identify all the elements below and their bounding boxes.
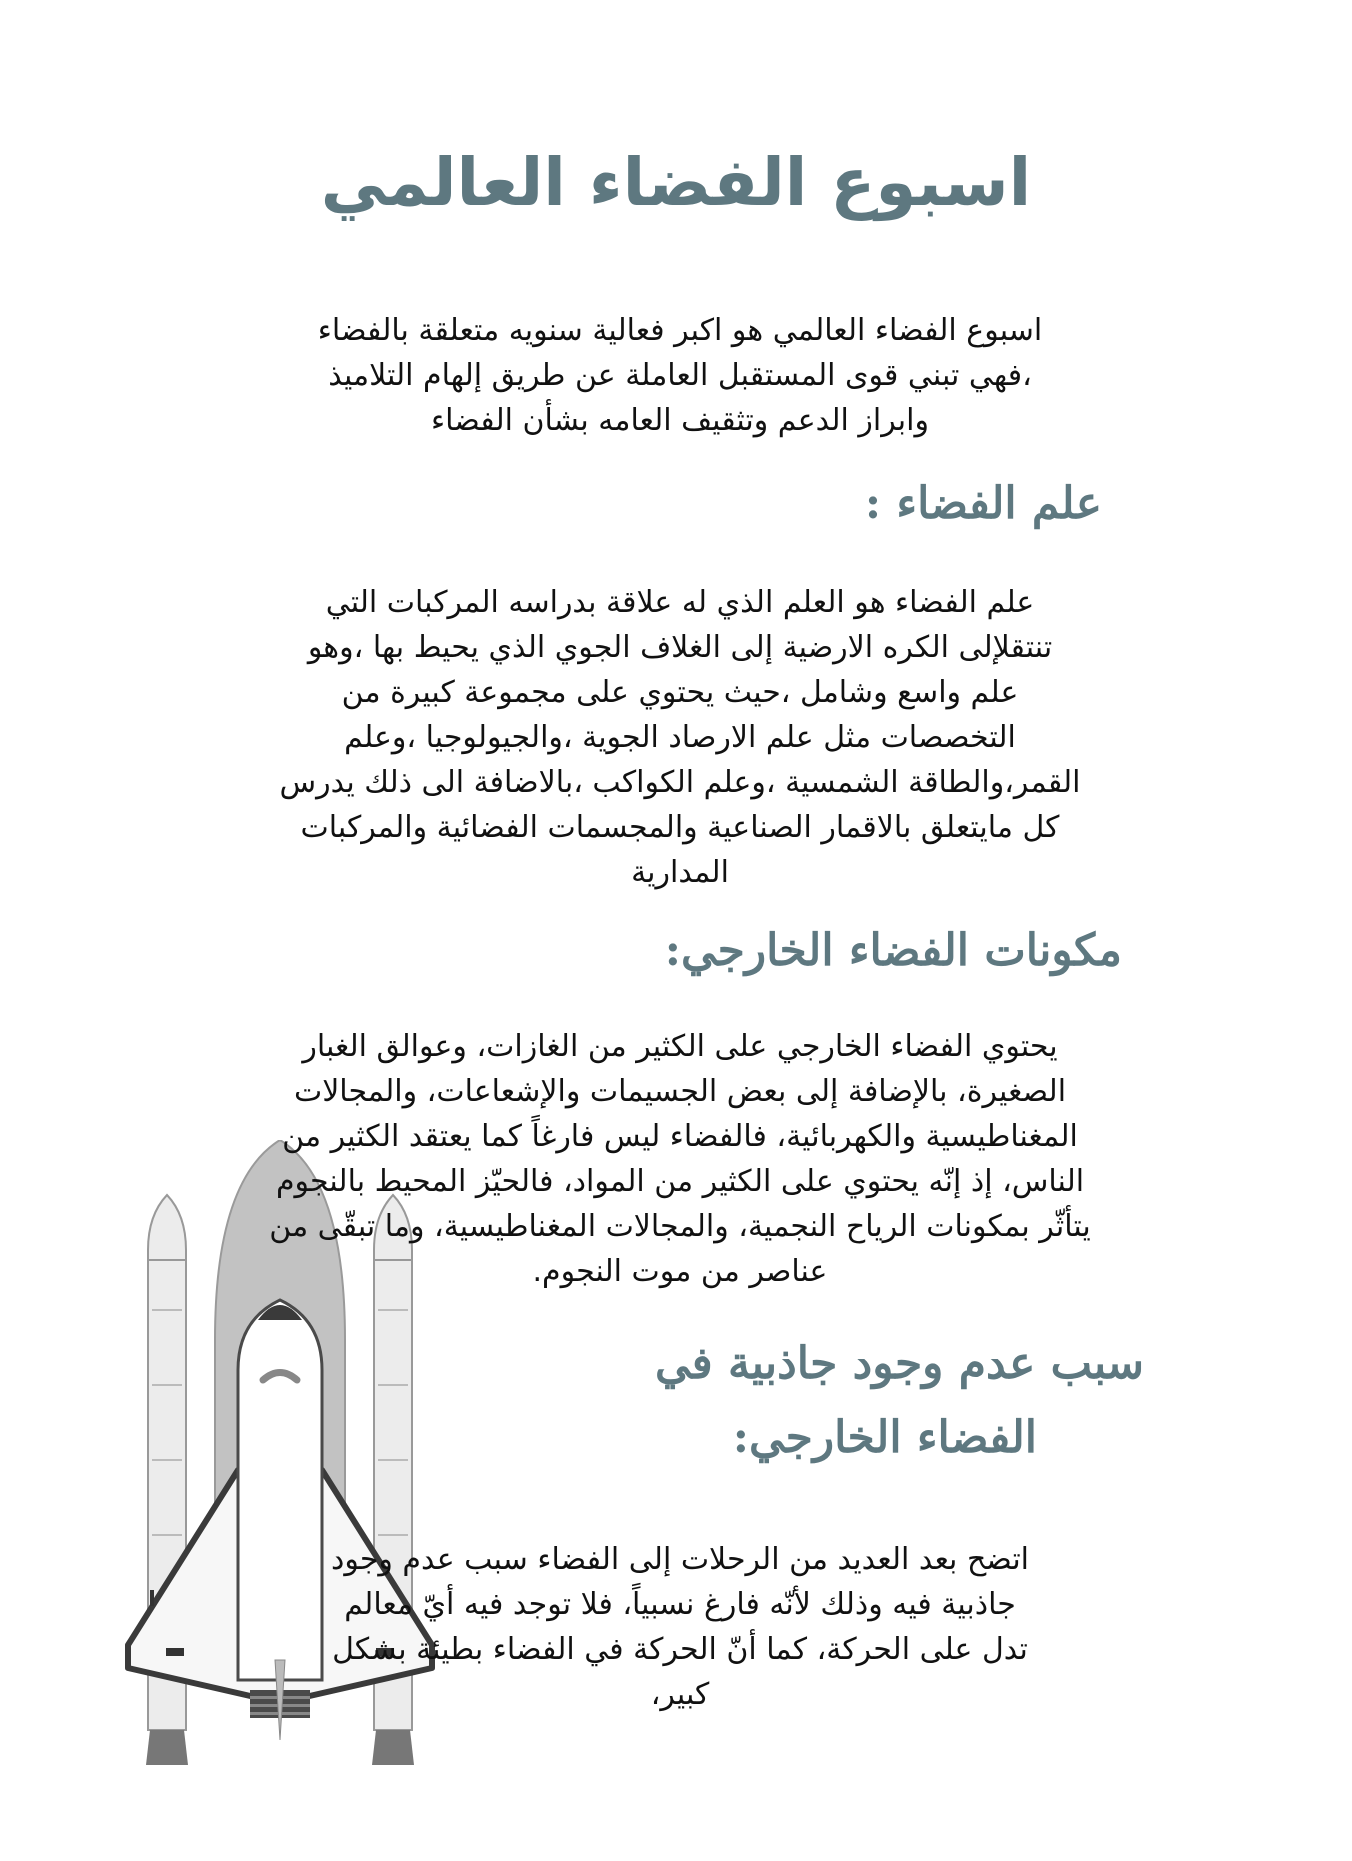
paragraph-line: يتأثّر بمكونات الرياح النجمية، والمجالات المغناطيسية، وما تبقّى من <box>269 1209 1091 1244</box>
paragraph-line: كبير، <box>650 1677 710 1712</box>
paragraph-line: اتضح بعد العديد من الرحلات إلى الفضاء سبب عدم وجود <box>330 1542 1030 1577</box>
paragraph-line: تدل على الحركة، كما أنّ الحركة في الفضاء بطيئة بشكل <box>332 1632 1028 1667</box>
paragraph-line: علم الفضاء هو العلم الذي له علاقة بدراسه المركبات التي <box>325 585 1035 620</box>
paragraph-line: القمر،والطاقة الشمسية ،وعلم الكواكب ،بالاضافة الى ذلك يدرس <box>279 765 1081 800</box>
section-heading-space-science: علم الفضاء : <box>864 478 1102 529</box>
page-title: اسبوع الفضاء العالمي <box>320 144 1032 221</box>
section-heading-outer-space-components: مكونات الفضاء الخارجي: <box>664 925 1122 976</box>
paragraph-line: وابراز الدعم وتثقيف العامه بشأن الفضاء <box>431 403 929 438</box>
no-gravity-paragraph <box>200 1537 1160 1717</box>
paragraph-line: الصغيرة، بالإضافة إلى بعض الجسيمات والإشعاعات، والمجالات <box>293 1074 1067 1109</box>
paragraph-line: الناس، إذ إنّه يحتوي على الكثير من المواد، فالحيّز المحيط بالنجوم <box>275 1164 1085 1199</box>
paragraph-line: ،فهي تبني قوى المستقبل العاملة عن طريق إلهام التلاميذ <box>328 358 1032 393</box>
paragraph-line: التخصصات مثل علم الارصاد الجوية ،والجيولوجيا ،وعلم <box>344 720 1016 755</box>
space-science-paragraph <box>200 580 1160 895</box>
paragraph-line: كل مايتعلق بالاقمار الصناعية والمجسمات الفضائية والمركبات <box>300 810 1060 845</box>
outer-space-components-paragraph <box>160 1024 1200 1294</box>
paragraph-line: عناصر من موت النجوم. <box>532 1254 828 1289</box>
section-heading-no-gravity: سبب عدم وجود جاذبية في <box>654 1338 1144 1389</box>
paragraph-line: تنتقلإلى الكره الارضية إلى الغلاف الجوي الذي يحيط بها ،وهو <box>307 630 1053 665</box>
paragraph-line: اسبوع الفضاء العالمي هو اكبر فعالية سنويه متعلقة بالفضاء <box>317 313 1043 348</box>
paragraph-line: علم واسع وشامل ،حيث يحتوي على مجموعة كبيرة من <box>341 675 1019 710</box>
paragraph-line: يحتوي الفضاء الخارجي على الكثير من الغازات، وعوالق الغبار <box>302 1029 1058 1064</box>
paragraph-line: جاذبية فيه وذلك لأنّه فارغ نسبياً، فلا توجد فيه أيّ معالم <box>344 1587 1016 1622</box>
section-heading-no-gravity-line2: الفضاء الخارجي: <box>732 1412 1037 1463</box>
paragraph-line: المدارية <box>631 855 729 890</box>
paragraph-line: المغناطيسية والكهربائية، فالفضاء ليس فارغاً كما يعتقد الكثير من <box>282 1119 1078 1154</box>
intro-paragraph <box>220 308 1140 443</box>
